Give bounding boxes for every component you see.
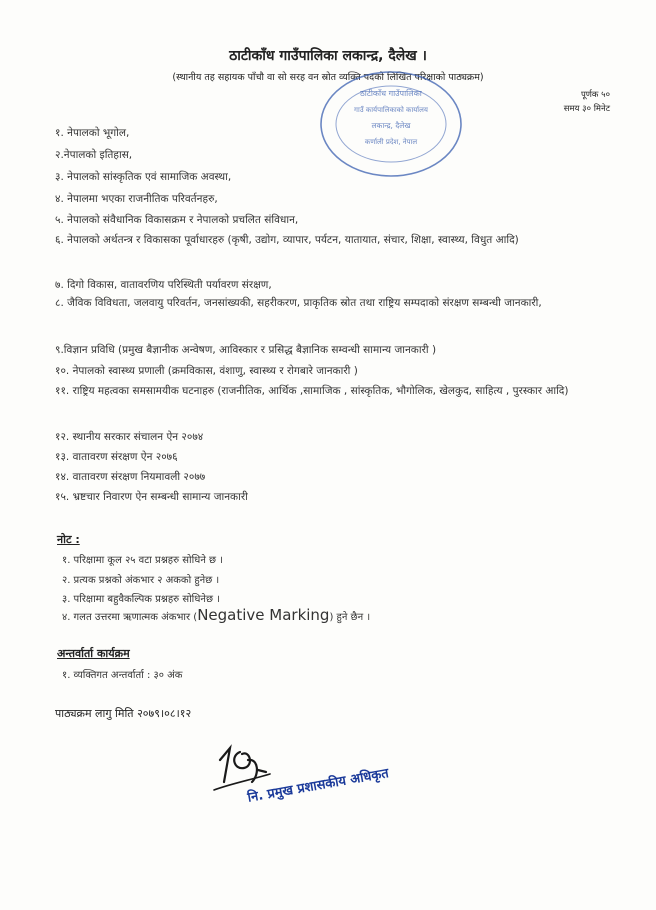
syllabus-item: १३. वातावरण संरक्षण ऐन २०७६ — [55, 451, 178, 463]
stamp-line-4: कर्णाली प्रदेश, नेपाल — [364, 138, 418, 146]
syllabus-item: ८. जैविक विविधता, जलवायु परिवर्तन, जनसांख्यकी, सहरीकरण, प्राकृतिक स्रोत तथा राष्ट्रिय सम्पदाको संरक्षण सम्बन्धी जानकारी, — [55, 297, 542, 309]
full-marks: पूर्णक ५० — [580, 90, 610, 100]
exam-time: समय ३० मिनेट — [563, 104, 610, 114]
note-4-prefix: ४. गलत उत्तरमा ऋणात्मक अंकभार ( — [62, 612, 198, 623]
note-item-negative-marking — [62, 606, 370, 624]
note-item: १. परिक्षामा कूल २५ वटा प्रश्नहरु सोधिने छ । — [62, 555, 224, 566]
effective-date: पाठ्यक्रम लागु मिति २०७९।०८।१२ — [55, 707, 192, 720]
page-subtitle: (स्थानीय तह सहायक पाँचौ वा सो सरह वन स्रोत व्यक्ति पदको लिखित परिक्षाको पाठ्यक्रम) — [172, 72, 484, 83]
syllabus-item: १४. वातावरण संरक्षण नियमावली २०७७ — [55, 471, 206, 483]
municipality-stamp-icon — [316, 66, 466, 186]
note-4-term: Negative Marking — [197, 606, 330, 624]
syllabus-item: ६. नेपालको अर्थतन्त्र र विकासका पूर्वाधारहरु (कृषी, उद्योग, व्यापार, पर्यटन, यातायात, संचार, शिक्षा, स्वास्थ्य, विधुत आदि) — [55, 234, 519, 246]
syllabus-item: १२. स्थानीय सरकार संचालन ऐन २०७४ — [55, 431, 204, 443]
syllabus-item: ११. राष्ट्रिय महत्वका समसामयीक घटनाहरु (राजनीतिक, आर्थिक ,सामाजिक , सांस्कृतिक, भौगोलिक, खेलकुद, साहित्य , पुरस्कार आदि) — [55, 385, 569, 397]
note-item: २. प्रत्यक प्रश्नको अंकभार २ अकको हुनेछ । — [62, 575, 220, 586]
syllabus-item: ४. नेपालमा भएका राजनीतिक परिवर्तनहरु, — [55, 193, 218, 205]
syllabus-item: ९.विज्ञान प्रविधि (प्रमुख बैज्ञानीक अन्वेषण, आविस्कार र प्रसिद्ध बैज्ञानिक सम्वन्धी सामान्य जानकारी ) — [55, 344, 437, 356]
interview-heading: अन्तर्वार्ता कार्यक्रम — [57, 647, 130, 660]
stamp-line-2: गाउँ कार्यपालिकाको कार्यालय — [354, 106, 428, 114]
syllabus-item: २.नेपालको इतिहास, — [55, 149, 133, 161]
syllabus-item: ५. नेपालको संवैधानिक विकासक्रम र नेपालको प्रचलित संविधान, — [55, 214, 299, 226]
syllabus-item: १. नेपालको भूगोल, — [55, 127, 130, 139]
syllabus-item: १०. नेपालको स्वास्थ्य प्रणाली (क्रमविकास, वंशाणु, स्वास्थ्य र रोगबारे जानकारी ) — [55, 365, 358, 377]
notes-heading: नोट : — [57, 533, 80, 546]
syllabus-item: १५. भ्रष्टचार निवारण ऐन सम्बन्धी सामान्य जानकारी — [55, 491, 248, 503]
syllabus-item: ३. नेपालको सांस्कृतिक एवं सामाजिक अवस्था, — [55, 171, 232, 183]
interview-item: १. व्यक्तिगत अन्तर्वार्ता : ३० अंक — [62, 670, 183, 681]
note-4-suffix: ) हुने छैन । — [329, 612, 371, 623]
signature-title: नि. प्रमुख प्रशासकीय अधिकृत — [246, 766, 390, 806]
stamp-line-1: ठाटीकाँध गाउँपालिका — [360, 89, 422, 98]
stamp-line-3: लकान्द्र, दैलेख — [371, 121, 411, 130]
syllabus-item: ७. दिगो विकास, वातावरणिय परिस्थिती पर्यावरण संरक्षण, — [55, 279, 272, 291]
page-title: ठाटीकाँध गाउँपालिका लकान्द्र, दैलेख । — [229, 48, 427, 64]
note-item: ३. परिक्षामा बहुवैकल्पिक प्रश्नहरु सोधिनेछ । — [62, 594, 220, 605]
marks-block — [564, 88, 610, 116]
